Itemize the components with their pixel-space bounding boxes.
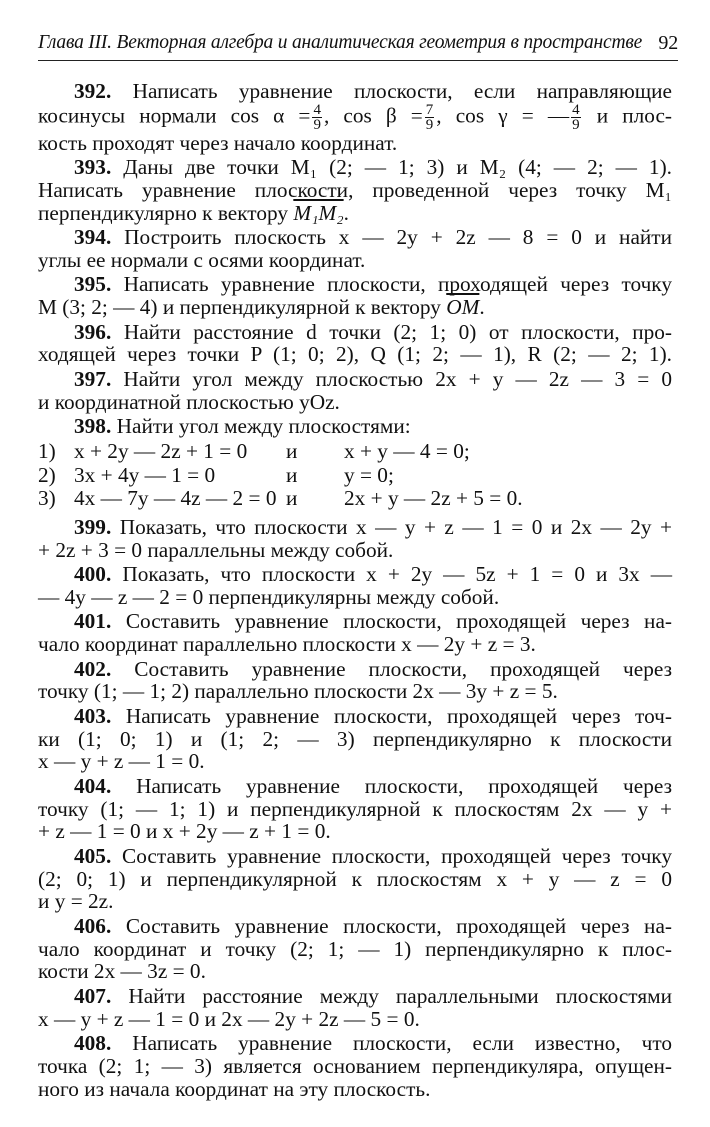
problem-406 [38, 915, 672, 983]
problem-text: Составить уравнение плоскости, проходящей через на- [125, 609, 673, 634]
item-index: 1) [38, 438, 56, 463]
conjunction: и [286, 486, 298, 511]
problem-number: 401. [74, 609, 112, 634]
problem-399 [38, 516, 672, 562]
problem-text: Показать, что плоскости x + 2y — 5z + 1 = 0 и 3x — [122, 562, 673, 587]
problem-text: Составить уравнение плоскости, проходящей через на- [125, 913, 673, 938]
problem-number: 392. [74, 79, 112, 103]
problem-text: и y = 2z. [38, 889, 114, 914]
equation: 3x + 4y — 1 = 0 [74, 462, 216, 487]
problem-text: Найти расстояние между параллельными плоскостями [128, 983, 672, 1008]
problem-text: (2; 0; 1) и перпендикулярной к плоскостям x + y — z = 0 [38, 866, 672, 891]
problem-number: 408. [74, 1030, 112, 1055]
problem-number: 398. [74, 413, 112, 438]
problem-407 [38, 985, 672, 1031]
problem-text: углы ее нормали с осями координат. [38, 247, 366, 272]
item-index: 2) [38, 462, 56, 487]
problem-number: 397. [74, 366, 112, 391]
running-header [38, 30, 678, 61]
problem-408 [38, 1032, 672, 1100]
problem-number: 393. [74, 155, 112, 180]
problem-number: 395. [74, 272, 112, 297]
problem-404 [38, 775, 672, 843]
equation: x + y — 4 = 0; [344, 438, 470, 463]
problem-405 [38, 845, 672, 913]
problem-text: и координатной плоскостью yOz. [38, 389, 340, 414]
problem-text: чало координат и точку (2; 1; — 1) перпендикулярно к плос- [38, 936, 672, 961]
vector: M₁M₂ [293, 200, 344, 225]
problem-text: чало координат параллельно плоскости x — 2y + z = 3. [38, 632, 536, 657]
problem-text: x — y + z — 1 = 0 и 2x — 2y + 2z — 5 = 0. [38, 1006, 420, 1031]
equation: 4x — 7y — 4z — 2 = 0 [74, 486, 277, 511]
problem-text: M (3; 2; — 4) и перпендикулярной к вектору [38, 295, 447, 320]
chapter-title: Глава III. Векторная алгебра и аналитическая геометрия в пространстве [38, 32, 643, 53]
problem-text: перпендикулярно к вектору [38, 200, 294, 225]
problem-text: Составить уравнение плоскости, проходящей через точку [122, 843, 672, 868]
problem-394 [38, 226, 672, 272]
problem-text: Найти расстояние d точки (2; 1; 0) от плоскости, про- [123, 319, 672, 344]
equation: x + 2y — 2z + 1 = 0 [74, 438, 248, 463]
problem-text: косинусы нормали cos α = [38, 103, 311, 128]
conjunction: и [286, 438, 298, 463]
problem-text: , cos γ = — [436, 103, 570, 128]
problem-398 [38, 415, 672, 510]
conjunction: и [286, 462, 298, 487]
fraction: $\frac{4}{9}$ [572, 101, 580, 133]
problem-text: x — y + z — 1 = 0. [38, 749, 205, 774]
problem-text: Написать уравнение плоскости, проведенной через точку M₁ [38, 177, 672, 202]
problem-text: ходящей через точки P (1; 0; 2), Q (1; 2; — 1), R (2; — 2; 1). [38, 342, 672, 367]
problem-number: 399. [74, 515, 112, 540]
problem-number: 400. [74, 562, 112, 587]
problem-396 [38, 321, 672, 367]
problem-list [38, 80, 672, 1102]
problem-text: , cos β = [323, 103, 423, 128]
plane-pairs [38, 440, 672, 510]
problem-text: + 2z + 3 = 0 параллельны между собой. [38, 537, 394, 562]
problem-text: Показать, что плоскости x — y + z — 1 = 0 и 2x — 2y + [119, 515, 672, 540]
problem-text: Найти угол между плоскостью 2x + y — 2z — 3 = 0 [123, 366, 672, 391]
problem-text: точка (2; 1; — 3) является основанием перпендикуляра, опущен- [38, 1053, 672, 1078]
problem-text: Даны две точки M₁ (2; — 1; 3) и M₂ (4; — 2; — 1). [123, 155, 672, 180]
fraction: $\frac{7}{9}$ [425, 101, 434, 133]
vector: $\overline{OM}$ [446, 295, 480, 320]
problem-number: 404. [74, 773, 112, 798]
problem-text: кость проходят через начало координат. [38, 130, 398, 155]
problem-text: Написать уравнение плоскости, если известно, что [132, 1030, 672, 1055]
problem-text: Найти угол между плоскостями: [116, 413, 411, 438]
problem-397 [38, 368, 672, 414]
problem-text: точку (1; — 1; 2) параллельно плоскости 2x — 3y + z = 5. [38, 679, 558, 704]
problem-number: 406. [74, 913, 112, 938]
problem-403 [38, 705, 672, 773]
problem-number: 407. [74, 983, 112, 1008]
problem-395: 395. Написать уравнение плоскости, проходящей через точку M (3; 2; — 4) и перпендикулярной к вектору $\overline{OM}$. [38, 272, 672, 320]
problem-text: точку (1; — 1; 1) и перпендикулярной к плоскостям 2x — y + [38, 796, 672, 821]
problem-number: 403. [74, 703, 112, 728]
problem-text: ного из начала координат на эту плоскость. [38, 1076, 431, 1101]
fraction: $\frac{4}{9}$ [313, 101, 321, 133]
problem-text: Написать уравнение плоскости, если направляющие [132, 79, 672, 103]
equation: y = 0; [344, 462, 394, 487]
equation: 2x + y — 2z + 5 = 0. [344, 486, 523, 511]
problem-text: ки (1; 0; 1) и (1; 2; — 3) перпендикулярно к плоскости [38, 726, 672, 751]
problem-393: 393. Даны две точки M₁ (2; — 1; 3) и M₂ (4; — 2; — 1). Написать уравнение плоскости, проведенной через точку M₁ перпендикулярно к вектору M₁M₂. [38, 155, 672, 225]
problem-number: 402. [74, 656, 112, 681]
problem-text: — 4y — z — 2 = 0 перпендикулярны между собой. [38, 585, 500, 610]
problem-number: 405. [74, 843, 112, 868]
problem-number: 394. [74, 225, 112, 250]
problem-text: Построить плоскость x — 2y + 2z — 8 = 0 и найти [124, 225, 672, 250]
problem-text: и плос- [596, 103, 672, 128]
problem-text: Написать уравнение плоскости, проходящей через точку [123, 272, 672, 297]
page-number: 92 [658, 32, 678, 54]
item-index: 3) [38, 486, 56, 511]
problem-400 [38, 563, 672, 609]
problem-text: кости 2x — 3z = 0. [38, 959, 206, 984]
problem-text: Написать уравнение плоскости, проходящей через точ- [125, 703, 672, 728]
problem-text: Написать уравнение плоскости, проходящей через [136, 773, 672, 798]
problem-392 [38, 80, 672, 155]
problem-text: + z — 1 = 0 и x + 2y — z + 1 = 0. [38, 819, 331, 844]
problem-402 [38, 658, 672, 704]
problem-number: 396. [74, 319, 112, 344]
problem-401 [38, 610, 672, 656]
problem-text: Составить уравнение плоскости, проходящей через [134, 656, 672, 681]
